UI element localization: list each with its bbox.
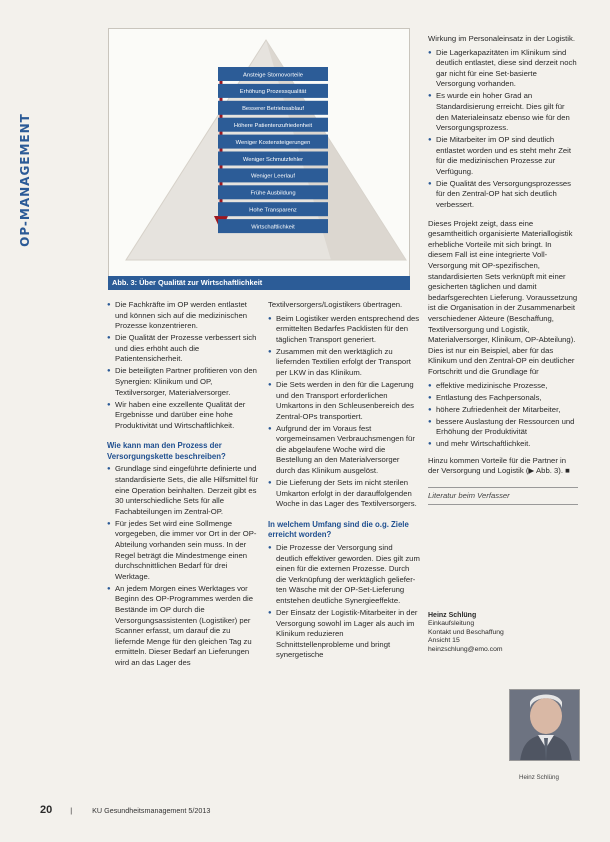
pyramid-step-label: Weniger Kostensteigerungen (235, 139, 311, 146)
list-item: ● und mehr Wirtschaftlichkeit. (428, 439, 578, 450)
paragraph: Hinzu kommen Vorteile für die Partner in der Versorgung und Logistik (▶ Abb. 3). ■ (428, 455, 570, 476)
author-line: Einkaufsleitung (428, 620, 475, 628)
list-item: ● Die Prozesse der Versorgung sind deutlich effektiver geworden. Dies gilt zum einen für die externen Prozesse. Durch die Verknüpfung der werktäglich gelieferten Wäsche mit der OP-Set-Lieferung entstehen deutliche Synergieeffekte. (268, 543, 420, 607)
list-item: ● Der Einsatz der Logistik-Mitarbeiter in der Versorgung sowohl im Lager als auch im Klinikum reduzieren Schnittstellenprobleme und bringt synergetische (268, 608, 420, 661)
author-line: Kontakt und Beschaffung (428, 628, 504, 636)
journal-name: KU Gesundheitsmanagement 5/2013 (92, 806, 211, 815)
pyramid-svg (123, 38, 408, 272)
list-item: ● Die Fachkräfte im OP werden entlastet und können sich auf die medizinischen Prozesse konzentrieren. (107, 300, 259, 332)
list-item: ● höhere Zufriedenheit der Mitarbeiter, (428, 405, 578, 416)
list-item: ● bessere Auslastung der Ressourcen und Erhöhung der Produktivität (428, 417, 578, 438)
pyramid-step-label: Ansteige Stornovorteile (243, 72, 303, 79)
list-item: ● Grundlage sind eingeführte definierte und standardisierte Sets, die alle Hilfsmittel für eine Operation beinhalten. Derzeit gibt es 30 unterschiedliche Sets für alle Fachabteilungen im Zentral-OP. (107, 464, 259, 517)
col2-bullets-2 (268, 543, 420, 661)
pyramid-step-label: Wirtschaftlichkeit (251, 224, 295, 231)
references-note: Literatur beim Verfasser (428, 487, 578, 506)
list-item: ● Beim Logistiker werden entsprechend des ermittelten Bedarfes Packlisten für den täglichen Transport generiert. (268, 314, 420, 346)
list-item: ● Die Sets werden in den für die Lagerung und den Transport erforderlichen Umkartons in den Schleusenbereich des Zentral-OPs transportiert. (268, 380, 420, 422)
list-item: ● effektive medizinische Prozesse, (428, 381, 578, 392)
page-number: 20 (40, 804, 53, 816)
author-line: Ansicht 15 (428, 637, 460, 645)
list-item: ● Für jedes Set wird eine Sollmenge vorgegeben, die immer vor Ort in der OP-Abteilung vorhanden sein muss. In der Regel beträgt die Mindestmenge einen durchschnittlichen Bedarf für drei Werktage. (107, 519, 259, 583)
column-2 (268, 300, 420, 662)
pyramid-step-label: Höhere Patientenzufriedenheit (233, 123, 313, 129)
section-heading: In welchem Umfang sind die o.g. Ziele erreicht worden? (268, 519, 409, 540)
list-item: ● An jedem Morgen eines Werktages vor Beginn des OP-Programmes werden die Bestände im OP durch die Versorgungsassistenten (Logistiker) per Scanner erfasst, um darauf die zu liefernde Menge für den gleichen Tag zu ermitteln. Dieser Bedarf an Lieferungen wird an das Lager des (107, 584, 259, 669)
col1-bullets-1 (107, 300, 259, 431)
paragraph: Wirkung im Personaleinsatz in der Logistik. (428, 34, 575, 43)
section-label-text: OP-MANAGEMENT (18, 113, 32, 247)
paragraph: Dieses Projekt zeigt, dass eine gesamtheitlich organisierte Materiallogistik erhebliche Vorteile mit sich bringt. In diesem Fall ist eine integrierte Voll-Versorgung mit OP-spezifischen, standardisierten Sets verknüpft mit einer gesicherten täglichen und damit bedarfsgerechten Lieferung. Voraussetzung ist die Organisation in der Zusammenarbeit verschiedener Akteure (Beschaffung, Textilversorgung und Logistik, Materialversorger, Klinikum, OP-Abteilung). Dies ist nur ein Beispiel, aber für das Klinikum und den Zentral-OP ein deutlicher Fortschritt und die Grundlage für (428, 218, 578, 376)
pyramid-step-label: Besserer Betriebsablauf (242, 106, 304, 113)
figure-caption: Abb. 3: Über Qualität zur Wirtschaftlichkeit (108, 276, 410, 290)
col3-bullets-2 (428, 381, 578, 450)
list-item: ● Die Qualität der Prozesse verbessert sich und dies erhöht auch die Patientensicherheit. (107, 333, 259, 365)
list-item: ● Entlastung des Fachpersonals, (428, 393, 578, 404)
author-box (428, 612, 578, 654)
list-item: ● Zusammen mit den werktäglich zu liefernden Textilien erfolgt der Transport per LKW in das Klinikum. (268, 347, 420, 379)
portrait-icon (510, 690, 580, 761)
list-item: ● Die Lieferung der Sets im nicht sterilen Umkarton erfolgt in der darauffolgenden Woche in das Lager des Textilversorgers. (268, 478, 420, 510)
col1-bullets-2 (107, 464, 259, 668)
pyramid-step-label: Frühe Ausbildung (250, 190, 296, 197)
list-item: ● Die Qualität des Versorgungsprozesses für den Zentral-OP hat sich deutlich verbessert. (428, 179, 578, 211)
pyramid-step-label: Weniger Leerlauf (250, 173, 296, 180)
column-3 (428, 34, 578, 505)
section-label (10, 100, 40, 260)
pyramid-step-label: Erhöhung Prozessqualität (239, 89, 307, 96)
col2-bullets-1 (268, 314, 420, 510)
pyramid-step-label: Hohe Transparenz (249, 207, 297, 214)
list-item: ● Die Mitarbeiter im OP sind deutlich entlastet worden und es steht mehr Zeit für die medizinischen Prozesse zur Verfügung. (428, 135, 578, 177)
photo-caption: Heinz Schlüng (519, 774, 559, 781)
pyramid-step-label: Weniger Schmutzfehler (242, 156, 304, 163)
list-item: ● Wir haben eine exzellente Qualität der Ergebnisse und darüber eine hohe Produktivität und Wirtschaftlichkeit. (107, 400, 259, 432)
author-photo (509, 689, 580, 761)
list-item: ● Die beteiligten Partner profitieren von den Synergien: Klinikum und OP, Textilversorger, Materialversorger. (107, 366, 259, 398)
pyramid-diagram (123, 38, 408, 272)
paragraph: Textilversorgers/Logistikers übertragen. (268, 300, 403, 309)
author-name: Heinz Schlüng (428, 612, 477, 619)
author-line: heinzschlung@emo.com (428, 645, 503, 653)
list-item: ● Es wurde ein hoher Grad an Standardisierung erreicht. Dies gilt für den Materialeinsatz ebenso wie für den Versorgungsprozess. (428, 91, 578, 133)
col3-bullets-1 (428, 48, 578, 211)
list-item: ● Aufgrund der im Voraus fest vorgemeinsamen Verbrauchsmengen für die abgelaufene Woche wird die Bestellung an den Materialversorger durch das Klinikum ausgelöst. (268, 424, 420, 477)
page-footer: 20 | KU Gesundheitsmanagement 5/2013 (40, 804, 211, 816)
column-1 (107, 300, 259, 670)
list-item: ● Die Lagerkapazitäten im Klinikum sind deutlich entlastet, diese sind derzeit noch gar nicht für eine Set-basierte Versorgung vorhanden. (428, 48, 578, 90)
section-heading: Wie kann man den Prozess der Versorgungskette beschreiben? (107, 441, 226, 461)
